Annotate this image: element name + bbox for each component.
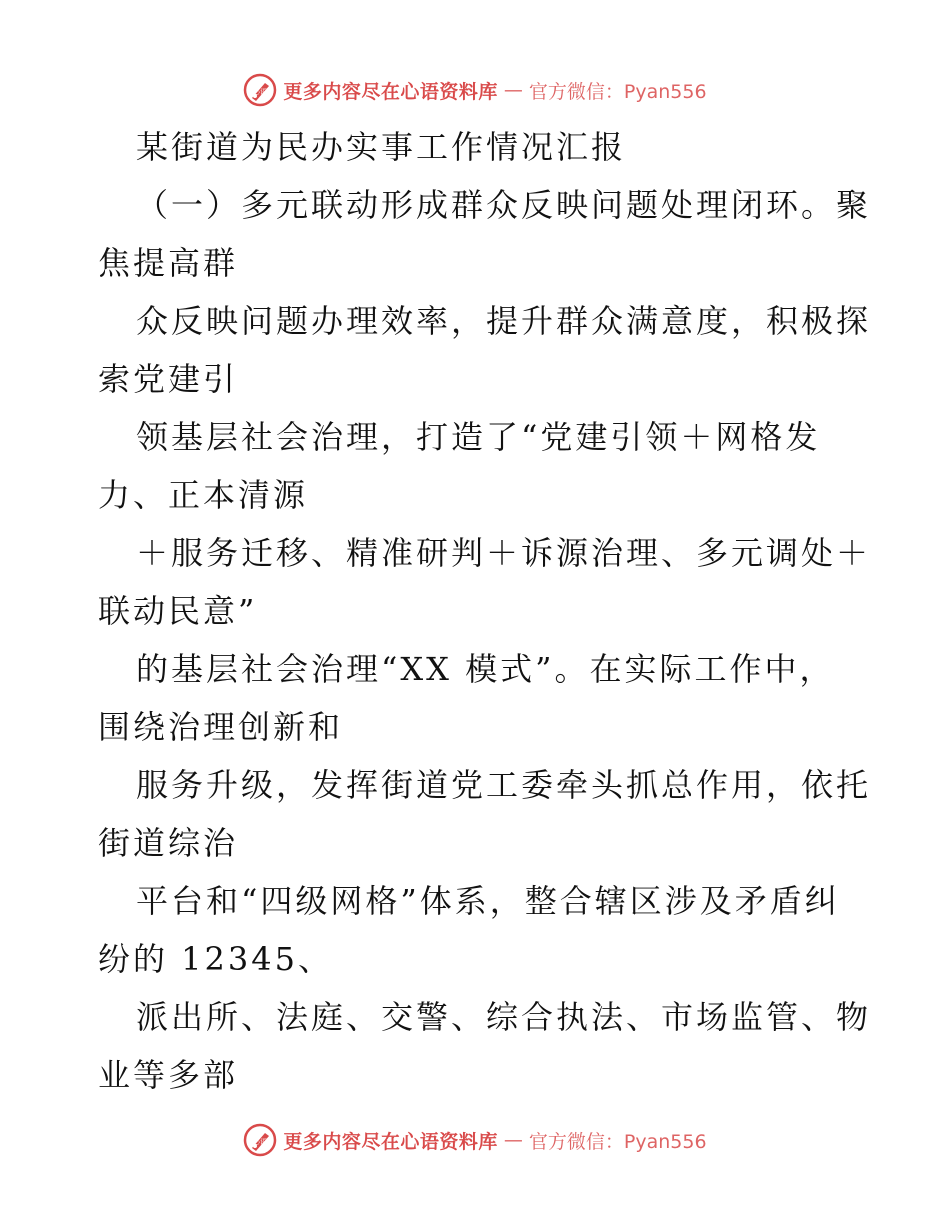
wechat-text: 官方微信：Pyan556 (528, 1130, 707, 1153)
footer-watermark (0, 1120, 950, 1160)
pen-nib-logo-icon (243, 1123, 277, 1157)
svg-text:心语: 心语 (253, 1138, 268, 1146)
promo-text: 更多内容尽在心语资料库 (283, 80, 498, 103)
doc-line: ＋服务迁移、精准研判＋诉源治理、多元调处＋ (136, 534, 872, 572)
doc-line: 索党建引 (98, 360, 239, 398)
svg-text:心语: 心语 (253, 88, 268, 96)
doc-line: 服务升级，发挥街道党工委牵头抓总作用，依托 (136, 766, 872, 804)
doc-line: 力、正本清源 (98, 476, 309, 514)
doc-line: 的基层社会治理“XX 模式”。在实际工作中， (136, 650, 835, 688)
pen-nib-logo-icon (243, 73, 277, 107)
doc-line: 围绕治理创新和 (98, 708, 344, 746)
doc-line: 街道综治 (98, 824, 239, 862)
document-body (98, 118, 872, 1104)
header-watermark (0, 70, 950, 110)
doc-line: 纷的 12345、 (98, 940, 333, 978)
promo-text: 更多内容尽在心语资料库 (283, 1130, 498, 1153)
doc-line: （一）多元联动形成群众反映问题处理闭环。聚 (136, 186, 872, 224)
doc-line: 焦提高群 (98, 244, 239, 282)
doc-line: 平台和“四级网格”体系，整合辖区涉及矛盾纠 (136, 882, 840, 920)
doc-line: 联动民意” (98, 592, 258, 630)
doc-line: 派出所、法庭、交警、综合执法、市场监管、物 (136, 998, 872, 1036)
doc-title: 某街道为民办实事工作情况汇报 (136, 128, 627, 166)
doc-line: 领基层社会治理，打造了“党建引领＋网格发 (136, 418, 821, 456)
promo-dash: — (503, 1129, 523, 1151)
wechat-text: 官方微信：Pyan556 (528, 80, 707, 103)
doc-line: 业等多部 (98, 1056, 239, 1094)
promo-dash: — (503, 79, 523, 101)
doc-line: 众反映问题办理效率，提升群众满意度，积极探 (136, 302, 872, 340)
